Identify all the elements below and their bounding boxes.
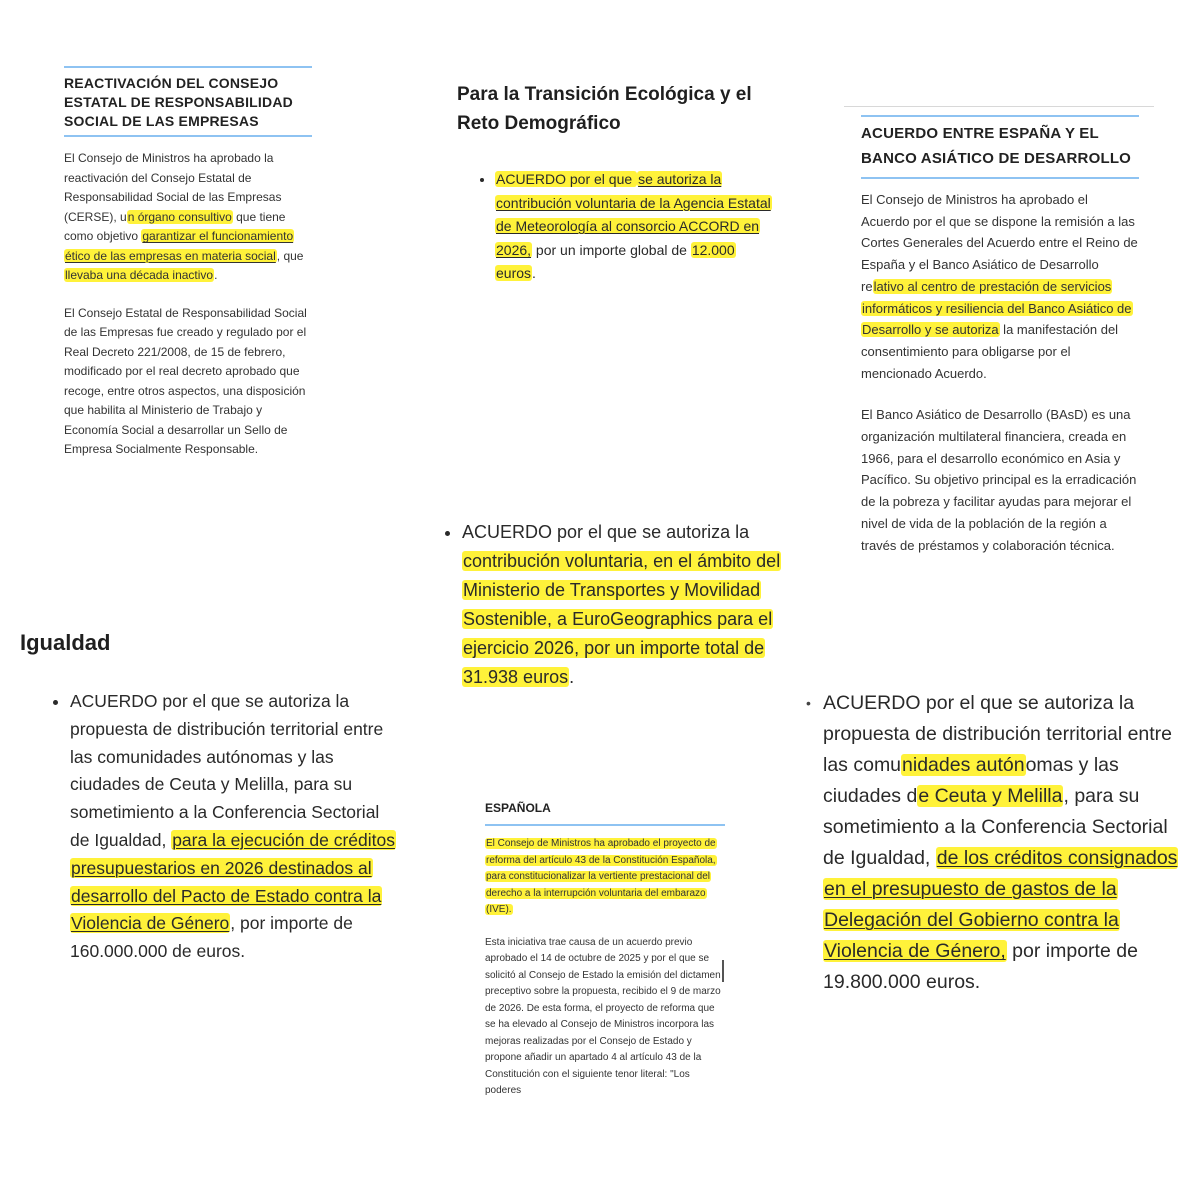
acuerdo-list (20, 688, 400, 966)
section-heading: Igualdad (20, 630, 111, 655)
list-item: • ACUERDO por el que se autoriza la contribución voluntaria de la Agencia Estatal de Meteorología al consorcio ACCORD en 2026, por un importe global de 12.000 euros. (495, 168, 777, 286)
delegacion-gobierno-clip (802, 688, 1182, 998)
highlight: se autoriza la contribución voluntaria de la Agencia Estatal de Meteorología al consorcio ACCORD en 2026, (496, 171, 771, 258)
reforma-paragraph-2: Esta iniciativa trae causa de un acuerdo previo aprobado el 14 de octubre de 2025 y por el que se solicitó al Consejo de Estado la emisión del dictamen preceptivo sobre la propuesta, recibido el 9 de marzo de 2026. De esta forma, el proyecto de reforma que se ha elevado al Consejo de Ministros incorpora las mejoras realizadas por el Consejo de Estado y propone añadir un apartado 4 al artículo 43 de la Constitución con el siguiente tenor literal: "Los poderes (485, 936, 721, 1096)
acuerdo-list (802, 688, 1182, 998)
eurogeographics-clip (440, 518, 800, 692)
section-rule (485, 824, 725, 826)
cerse-paragraph-2: El Consejo Estatal de Responsabilidad Social de las Empresas fue creado y regulado por el Real Decreto 221/2008, de 15 de febrero, modificado por el real decreto aprobado que recoge, entre otros aspectos, una disposición que habilita al Ministerio de Trabajo y Economía Social a desarrollar un Sello de Empresa Socialmente Responsable. (64, 305, 307, 456)
highlight: nidades autón (902, 754, 1025, 776)
highlight: para la ejecución de créditos presupuestarios en 2026 destinados al desarrollo del Pacto de Estado contra la Violencia de Género (71, 829, 395, 934)
highlight: lativo al centro de prestación de servicios informáticos y resiliencia del Banco Asiático de Desarrollo y se autoriza (862, 278, 1132, 338)
highlight: de los créditos consignados en el presupuesto de gastos de la Delegación del Gobierno contra la Violencia de Género, (824, 847, 1178, 962)
clip-top-border (844, 106, 1154, 107)
banco-paragraph-2: El Banco Asiático de Desarrollo (BAsD) es una organización multilateral financiera, creada en 1966, para el desarrollo económico en Asia y Pacífico. Su objetivo principal es la erradicación de la pobreza y facilitar ayudas para mejorar el nivel de vida de la población de la región a través de préstamos y colaboración técnica. (861, 407, 1137, 553)
highlight: n órgano consultivo (127, 209, 232, 224)
section-rule-top (64, 66, 312, 68)
banco-paragraph-1: El Consejo de Ministros ha aprobado el Acuerdo por el que se dispone la remisión a las Cortes Generales del Acuerdo entre el Reino de España y el Banco Asiático de Desarrollo relativo al centro de prestación de servicios informáticos y resiliencia del Banco Asiático de Desarrollo y se autoriza la manifestación del consentimiento para obligarse por el mencionado Acuerdo. (861, 192, 1138, 381)
highlight: El Consejo de Ministros ha aprobado el proyecto de reforma del artículo 43 de la Constitución Española, para constitucionalizar la vertiente prestacional del derecho a la interrupción voluntaria del embarazo (IVE). (486, 838, 716, 915)
highlight: garantizar el funcionamiento ético de las empresas en materia social (65, 229, 294, 263)
list-item: • ACUERDO por el que se autoriza la propuesta de distribución territorial entre las comunidades autónomas y las ciudades de Ceuta y Melilla, para su sometimiento a la Conferencia Sectorial de Igualdad, para la ejecución de créditos presupuestarios en 2026 destinados al desarrollo del Pacto de Estado contra la Violencia de Género, por importe de 160.000.000 de euros. (70, 688, 400, 966)
transicion-ecologica-clip (457, 80, 777, 286)
highlight: e Ceuta y Melilla (918, 785, 1063, 807)
banco-asiatico-clip (844, 106, 1154, 556)
section-rule-top (861, 115, 1139, 117)
highlight: contribución voluntaria, en el ámbito del Ministerio de Transportes y Movilidad Sostenible, a EuroGeographics para el ejercicio 2026, por un importe total de 31.938 euros (463, 551, 781, 687)
section-rule-bottom (861, 177, 1139, 179)
igualdad-clip (20, 628, 400, 966)
highlight: 12.000 euros (496, 241, 735, 281)
acuerdo-list (440, 518, 800, 692)
reforma-paragraph-1 (485, 836, 725, 919)
cerse-paragraph-1: El Consejo de Ministros ha aprobado la reactivación del Consejo Estatal de Responsabilidad Social de las Empresas (CERSE), un órgano consultivo que tiene como objetivo garantizar el funcionamiento ético de las empresas en materia social, que llevaba una década inactivo. (64, 151, 304, 282)
reforma-heading: ESPAÑOLA (485, 801, 551, 815)
list-item: • ACUERDO por el que se autoriza la contribución voluntaria, en el ámbito del Ministerio de Transportes y Movilidad Sostenible, a EuroGeographics para el ejercicio 2026, por un importe total de 31.938 euros. (462, 518, 800, 692)
highlight: llevaba una década inactivo (65, 268, 214, 282)
bullet-icon: • (806, 695, 811, 711)
section-rule-bottom (64, 135, 312, 137)
text-cursor (722, 960, 724, 982)
reforma-constitucion-clip (485, 798, 725, 1100)
section-heading: Para la Transición Ecológica y el Reto Demográfico (457, 84, 752, 134)
list-item: • ACUERDO por el que se autoriza la propuesta de distribución territorial entre las comunidades autónomas y las ciudades de Ceuta y Melilla, para su sometimiento a la Conferencia Sectorial de Igualdad, de los créditos consignados en el presupuesto de gastos de la Delegación del Gobierno contra la Violencia de Género, por importe de 19.800.000 euros. (823, 688, 1182, 998)
acuerdo-list (457, 168, 777, 286)
cerse-heading: REACTIVACIÓN DEL CONSEJO ESTATAL DE RESPONSABILIDAD SOCIAL DE LAS EMPRESAS (64, 75, 293, 129)
banco-asiatico-heading: ACUERDO ENTRE ESPAÑA Y EL BANCO ASIÁTICO DE DESARROLLO (861, 125, 1132, 167)
cerse-clip (64, 66, 312, 460)
